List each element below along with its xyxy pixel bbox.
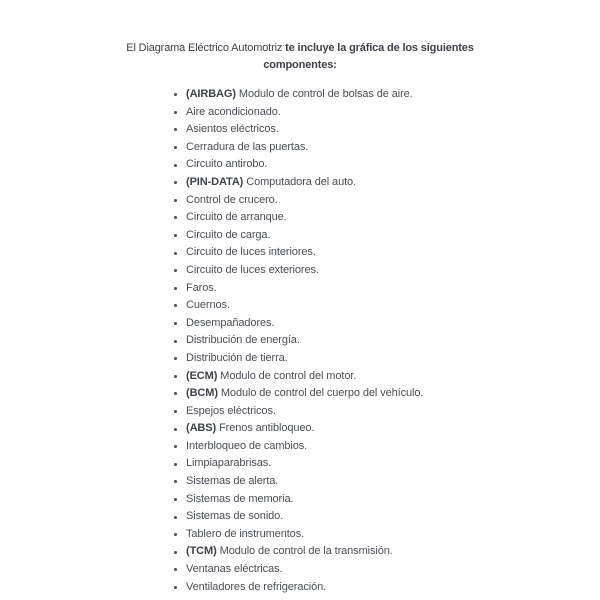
list-item: [186, 174, 600, 192]
component-code: (ECM): [186, 369, 218, 382]
list-item: [186, 385, 600, 403]
list-item: [186, 526, 600, 544]
bullet-icon: [174, 340, 177, 343]
component-label: Espejos eléctricos.: [186, 404, 276, 417]
bullet-icon: [174, 93, 177, 96]
bullet-icon: [174, 516, 177, 519]
bullet-icon: [174, 199, 177, 202]
list-item: [186, 350, 600, 368]
bullet-icon: [174, 410, 177, 413]
bullet-icon: [174, 234, 177, 237]
component-label: Sistemas de memoria.: [186, 492, 294, 505]
bullet-icon: [174, 357, 177, 360]
bullet-icon: [174, 252, 177, 255]
bullet-icon: [174, 287, 177, 290]
component-code: (PIN-DATA): [186, 175, 244, 188]
component-label: Modulo de control de la transmisión.: [219, 545, 393, 558]
bullet-icon: [174, 551, 177, 554]
component-label: Circuito de carga.: [186, 228, 271, 241]
component-label: Ventiladores de refrigeración.: [186, 580, 327, 593]
bullet-icon: [174, 533, 177, 536]
bullet-icon: [174, 375, 177, 378]
component-code: (ABS): [186, 422, 217, 435]
component-label: Limpiaparabrisas.: [186, 457, 272, 470]
component-label: Desempañadores.: [186, 316, 275, 329]
bullet-icon: [174, 568, 177, 571]
bullet-icon: [174, 181, 177, 184]
list-item: [186, 192, 600, 210]
list-item: [186, 315, 600, 333]
list-item: [186, 561, 600, 579]
component-code: (AIRBAG): [186, 88, 236, 100]
list-item: [186, 86, 600, 104]
bullet-icon: [174, 111, 177, 114]
list-item: [186, 579, 600, 597]
page-title-bold-part: te incluye la gráfica de los siguientes componentes:: [263, 42, 474, 71]
component-label: Aire acondicionado.: [186, 105, 281, 118]
component-label: Cuernos.: [186, 299, 230, 312]
list-item: [186, 491, 600, 509]
component-label: Control de crucero.: [186, 193, 278, 206]
component-label: Faros.: [186, 281, 217, 294]
bullet-icon: [174, 428, 177, 431]
bullet-icon: [174, 269, 177, 272]
component-code: (TCM): [186, 545, 217, 558]
list-item: [186, 543, 600, 561]
list-item: [186, 280, 600, 298]
list-item: [186, 121, 600, 139]
component-label: Modulo de control del motor.: [220, 369, 357, 382]
bullet-icon: [174, 146, 177, 149]
list-item: [186, 227, 600, 245]
page-title: [100, 40, 500, 74]
component-label: Modulo de control del cuerpo del vehículo.: [220, 387, 424, 400]
component-label: Ventanas eléctricas.: [186, 563, 283, 576]
list-item: [186, 139, 600, 157]
component-label: Asientos eléctricos.: [186, 123, 279, 136]
component-label: Circuito antirobo.: [186, 158, 268, 171]
component-label: Cerradura de las puertas.: [186, 140, 309, 153]
component-label: Sistemas de alerta.: [186, 475, 279, 488]
component-label: Tablero de instrumentos.: [186, 527, 305, 540]
list-item: [186, 209, 600, 227]
bullet-icon: [174, 322, 177, 325]
component-label: Computadora del auto.: [246, 175, 357, 188]
component-label: Circuito de luces interiores.: [186, 246, 316, 259]
list-item: [186, 403, 600, 421]
bullet-icon: [174, 216, 177, 219]
list-item: [186, 438, 600, 456]
list-item: [186, 332, 600, 350]
component-code: (BCM): [186, 387, 218, 400]
component-label: Interbloqueo de cambios.: [186, 439, 308, 452]
component-label: Circuito de arranque.: [186, 211, 287, 224]
list-item: [186, 156, 600, 174]
list-item: [186, 262, 600, 280]
list-item: [186, 473, 600, 491]
component-label: Distribución de energía.: [186, 334, 300, 347]
bullet-icon: [174, 586, 177, 589]
list-item: [186, 455, 600, 473]
list-item: [186, 368, 600, 386]
list-item: [186, 297, 600, 315]
components-list: [0, 86, 600, 596]
component-label: Distribución de tierra.: [186, 351, 288, 364]
bullet-icon: [174, 463, 177, 466]
page-title-regular-part: El Diagrama Eléctrico Automotriz: [126, 42, 283, 54]
bullet-icon: [174, 392, 177, 395]
list-item: [186, 420, 600, 438]
bullet-icon: [174, 445, 177, 448]
bullet-icon: [174, 498, 177, 501]
component-label: Sistemas de sonido.: [186, 510, 284, 523]
bullet-icon: [174, 128, 177, 131]
component-label: Modulo de control de bolsas de aire.: [238, 88, 413, 100]
list-item: [186, 244, 600, 262]
component-label: Circuito de luces exteriores.: [186, 263, 319, 276]
list-item: [186, 104, 600, 122]
list-item: [186, 508, 600, 526]
bullet-icon: [174, 304, 177, 307]
component-label: Frenos antibloqueo.: [219, 422, 315, 435]
bullet-icon: [174, 480, 177, 483]
bullet-icon: [174, 164, 177, 167]
